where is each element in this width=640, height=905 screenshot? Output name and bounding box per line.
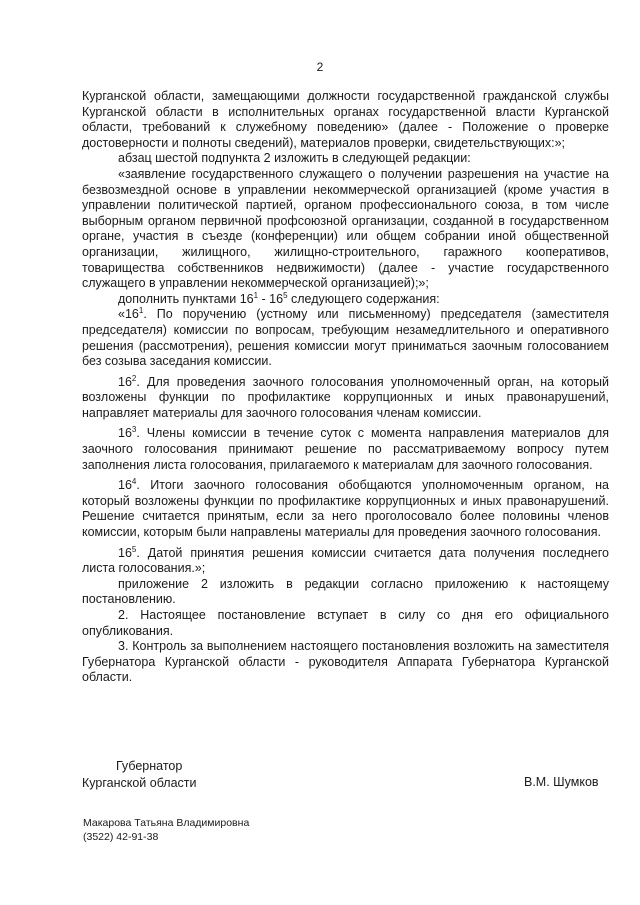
paragraph: приложение 2 изложить в редакции согласно приложению к настоящему постановлению. bbox=[82, 576, 609, 607]
signatory-title-line: Курганской области bbox=[82, 776, 197, 790]
paragraph: $16^4$. Итоги заочного голосования обобщаются уполномоченным органом, на который возложены функции по профилактике коррупционных и иных правонарушений. Решение считается принятым, если за него проголосовало более половины членов комиссии, которым были направлены материалы для проведения заочного голосования. bbox=[82, 477, 609, 540]
signatory-title bbox=[82, 758, 197, 792]
paragraph: Курганской области, замещающими должности государственной гражданской службы Курганской области в исполнительных органах государственной власти Курганской области, требований к служебному поведению» (далее - Положение о проверке достоверности и полноты сведений), материалов проверки, свидетельствующих:»; bbox=[82, 89, 609, 150]
paragraph: дополнить пунктами $16^1 - 16^5$ следующего содержания: bbox=[118, 290, 440, 306]
paragraph: 3. Контроль за выполнением настоящего постановления возложить на заместителя Губернатора Курганской области - руководителя Аппарата Губернатора Курганской области. bbox=[82, 639, 609, 685]
signatory-name: В.М. Шумков bbox=[524, 775, 599, 789]
page-number: 2 bbox=[316, 60, 324, 74]
paragraph: $16^3$. Члены комиссии в течение суток с момента направления материалов для заочного голосования принимают решение по рассматриваемому вопросу путем заполнения листа голосования, прилагаемого к материалам для заочного голосования. bbox=[82, 425, 609, 472]
paragraph: $16^5$. Датой принятия решения комиссии считается дата получения последнего листа голосования.»; bbox=[82, 544, 609, 576]
executor-phone: (3522) 42-91-38 bbox=[83, 831, 159, 843]
executor-block bbox=[83, 816, 249, 844]
signatory-title-line: Губернатор bbox=[116, 759, 183, 773]
executor-name: Макарова Татьяна Владимировна bbox=[83, 817, 250, 829]
paragraph: 2. Настоящее постановление вступает в силу со дня его официального опубликования. bbox=[82, 608, 609, 638]
paragraph: абзац шестой подпункта 2 изложить в следующей редакции: bbox=[118, 151, 471, 166]
paragraph: «заявление государственного служащего о получении разрешения на участие на безвозмездной основе в управлении некоммерческой организацией (кроме участия в управлении политической партией, органом профессионального союза, в том числе выборным органом первичной профсоюзной организации, созданной в государственном органе, участия в съезде (конференции) или общем собрании иной общественной организации, жилищного, жилищно-строительного, гаражного кооперативов, товарищества собственников недвижимости) (далее - участие государственного служащего в управлении некоммерческой организацией);»; bbox=[82, 166, 609, 291]
paragraph: «$16^1$. По поручению (устному или письменному) председателя (заместителя председателя) комиссии по вопросам, требующим незамедлительного и оперативного решения (рассмотрения), решения комиссии могут приниматься заочным голосованием без созыва заседания комиссии. bbox=[82, 306, 609, 369]
document-body bbox=[82, 89, 609, 686]
paragraph: $16^2$. Для проведения заочного голосования уполномоченный орган, на который возложены функции по профилактике коррупционных и иных правонарушений, направляет материалы для заочного голосования членам комиссии. bbox=[82, 373, 609, 420]
